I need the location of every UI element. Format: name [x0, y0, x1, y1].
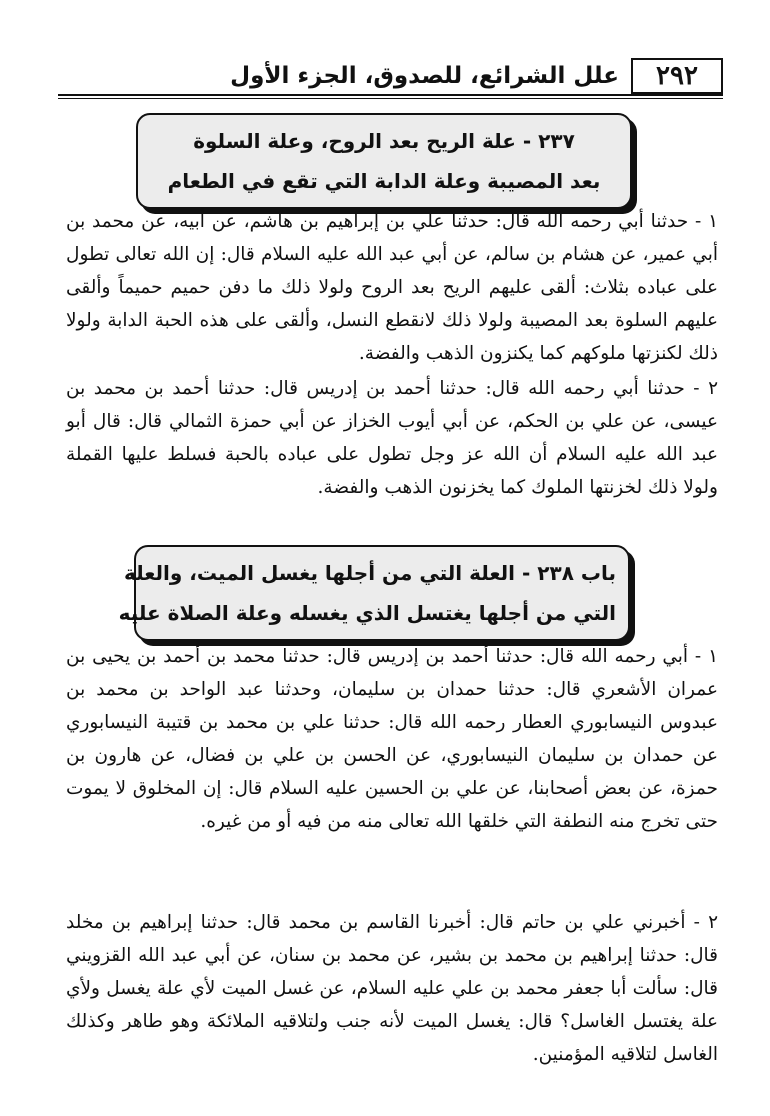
chapter-237-heading-line-2: بعد المصيبة وعلة الدابة التي تقع في الطعام	[167, 169, 601, 193]
chapter-237-heading-line-1: ٢٣٧ - علة الريح بعد الروح، وعلة السلوة	[193, 129, 575, 153]
chapter-238-heading-line-1: باب ٢٣٨ - العلة التي من أجلها يغسل الميت، والعلة	[123, 561, 616, 585]
book-title: علل الشرائع، للصدوق، الجزء الأول	[230, 63, 619, 89]
header-divider	[58, 94, 723, 96]
hadith-paragraph: ٢ - أخبرني علي بن حاتم قال: أخبرنا القاسم بن محمد قال: حدثنا إبراهيم بن مخلد قال: حدثنا إبراهيم بن محمد بن بشير، عن محمد بن سنان، عن أبي عبد الله القزويني قال: سألت أبا جعفر محمد بن علي عليه السلام، عن غسل الميت لأي علة يغسل ولأي علة يغتسل الغاسل؟ قال: يغسل الميت لأنه جنب ولتلاقيه الملائكة وهو طاهر وكذلك الغاسل لتلاقيه المؤمنين.	[66, 912, 718, 1065]
page-header	[58, 58, 723, 94]
chapter-237-heading	[136, 113, 632, 209]
header-divider-thin	[58, 98, 723, 99]
hadith-paragraph: ١ - حدثنا أبي رحمه الله قال: حدثنا علي بن إبراهيم بن هاشم، عن أبيه، عن محمد بن أبي عمير، عن هشام بن سالم، عن أبي عبد الله عليه السلام قال: إن الله تعالى تطول على عباده بثلاث: ألقى عليهم الريح بعد الروح ولولا ذلك ما دفن حميم حميماً وألقى عليهم السلوة بعد المصيبة ولولا ذلك لانقطع النسل، وألقى على هذه الحبة الدابة ولولا ذلك لكنزتها ملوكهم كما يكنزون الذهب والفضة.	[66, 211, 718, 364]
hadith-paragraph: ١ - أبي رحمه الله قال: حدثنا أحمد بن إدريس قال: حدثنا محمد بن أحمد بن يحيى بن عمران الأشعري قال: حدثنا حمدان بن سليمان، وحدثنا عبد الواحد بن محمد بن عبدوس النيسابوري العطار رحمه الله قال: حدثنا علي بن محمد بن قتيبة النيسابوري عن حمدان بن سليمان النيسابوري، عن الحسن بن علي بن فضال، عن هارون بن حمزة، عن بعض أصحابنا، عن علي بن الحسين عليه السلام قال: إن المخلوق لا يموت حتى تخرج منه النطفة التي خلقها الله تعالى منه من فيه أو من غيره.	[66, 646, 718, 832]
hadith-paragraph: ٢ - حدثنا أبي رحمه الله قال: حدثنا أحمد بن إدريس قال: حدثنا أحمد بن محمد بن عيسى، عن علي بن الحكم، عن أبي أيوب الخزاز عن أبي حمزة الثمالي قال: قال أبو عبد الله عليه السلام أن الله عز وجل تطول على عباده بالحبة فسلط عليها القملة ولولا ذلك لخزنتها الملوك كما يخزنون الذهب والفضة.	[66, 378, 718, 498]
chapter-238-heading-line-2: التي من أجلها يغتسل الذي يغسله وعلة الصلاة عليه	[118, 601, 616, 625]
page-number: ٢٩٢	[631, 58, 723, 94]
chapter-238-heading	[118, 545, 630, 641]
